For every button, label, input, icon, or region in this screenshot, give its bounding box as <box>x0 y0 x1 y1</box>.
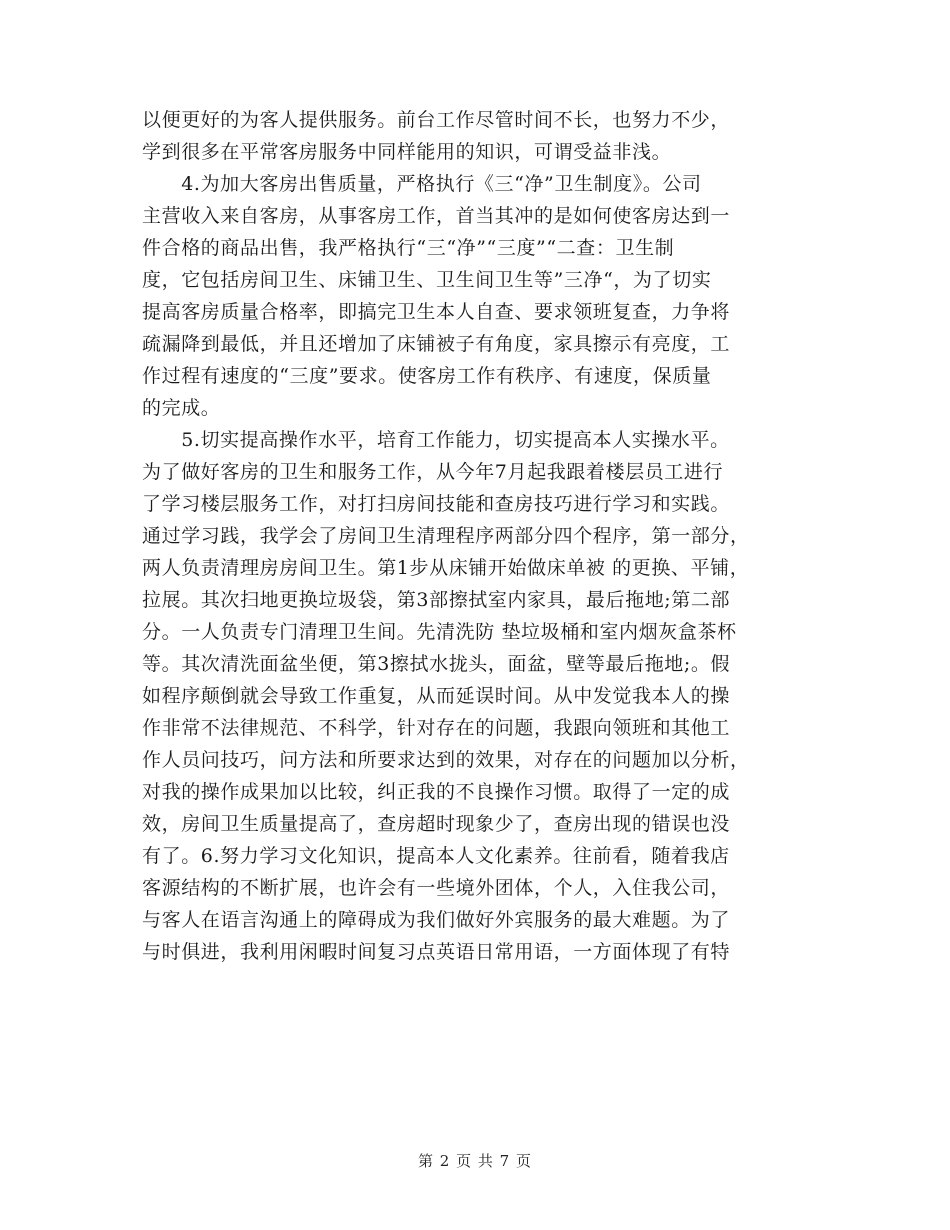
text-line: 的完成。 <box>142 397 221 419</box>
text-line: 了学习楼层服务工作，对打扫房间技能和查房技巧进行学习和实践。 <box>142 493 731 515</box>
page-number: 第 2 页 共 7 页 <box>418 1152 532 1170</box>
text-line: 学到很多在平常客房服务中同样能用的知识，可谓受益非浅。 <box>142 141 672 163</box>
text-line: 以便更好的为客人提供服务。前台工作尽管时间不长，也努力不少， <box>142 109 731 131</box>
text-line: 与客人在语言沟通上的障碍成为我们做好外宾服务的最大难题。为了 <box>142 909 731 931</box>
document-body <box>142 104 822 968</box>
text-line: 度，它包括房间卫生、床铺卫生、卫生间卫生等”三净“，为了切实 <box>142 269 712 291</box>
text-line: 为了做好客房的卫生和服务工作，从今年7月起我跟着楼层员工进行 <box>142 461 724 483</box>
text-line: 4.为加大客房出售质量，严格执行《三“净”卫生制度》。公司 <box>142 173 702 195</box>
text-line: 有了。6.努力学习文化知识，提高本人文化素养。往前看，随着我店 <box>142 845 730 867</box>
text-line: 作非常不法律规范、不科学，针对存在的问题，我跟向领班和其他工 <box>142 717 731 739</box>
text-line: 效，房间卫生质量提高了，查房超时现象少了，查房出现的错误也没 <box>142 813 731 835</box>
text-line: 如程序颠倒就会导致工作重复，从而延误时间。从中发觉我本人的操 <box>142 685 731 707</box>
text-line: 件合格的商品出售，我严格执行“三“净”“三度”“二查：卫生制 <box>142 237 675 259</box>
text-line: 两人负责清理房房间卫生。第1步从床铺开始做床单被 的更换、平铺， <box>142 557 750 579</box>
text-line: 5.切实提高操作水平，培育工作能力，切实提高本人实操水平。 <box>142 429 730 451</box>
text-line: 通过学习践，我学会了房间卫生清理程序两部分四个程序，第一部分， <box>142 525 750 547</box>
text-line: 与时俱进，我利用闲暇时间复习点英语日常用语，一方面体现了有特 <box>142 941 731 963</box>
text-line: 对我的操作成果加以比较，纠正我的不良操作习惯。取得了一定的成 <box>142 781 731 803</box>
text-line: 等。其次清洗面盆坐便，第3擦拭水拢头，面盆，壁等最后拖地;。假 <box>142 653 731 675</box>
text-line: 作过程有速度的“三度”要求。使客房工作有秩序、有速度，保质量 <box>142 365 712 387</box>
text-line: 提高客房质量合格率，即搞完卫生本人自查、要求领班复查，力争将 <box>142 301 731 323</box>
text-line: 作人员问技巧，问方法和所要求达到的效果，对存在的问题加以分析， <box>142 749 750 771</box>
text-line: 疏漏降到最低，并且还增加了床铺被子有角度，家具擦示有亮度，工 <box>142 333 731 355</box>
text-line: 拉展。其次扫地更换垃圾袋，第3部擦拭室内家具，最后拖地;第二部 <box>142 589 731 611</box>
text-line: 客源结构的不断扩展，也许会有一些境外团体，个人，入住我公司， <box>142 877 731 899</box>
text-line: 主营收入来自客房，从事客房工作，首当其冲的是如何使客房达到一 <box>142 205 731 227</box>
text-line: 分。一人负责专门清理卫生间。先清洗防 垫垃圾桶和室内烟灰盒茶杯 <box>142 621 737 643</box>
